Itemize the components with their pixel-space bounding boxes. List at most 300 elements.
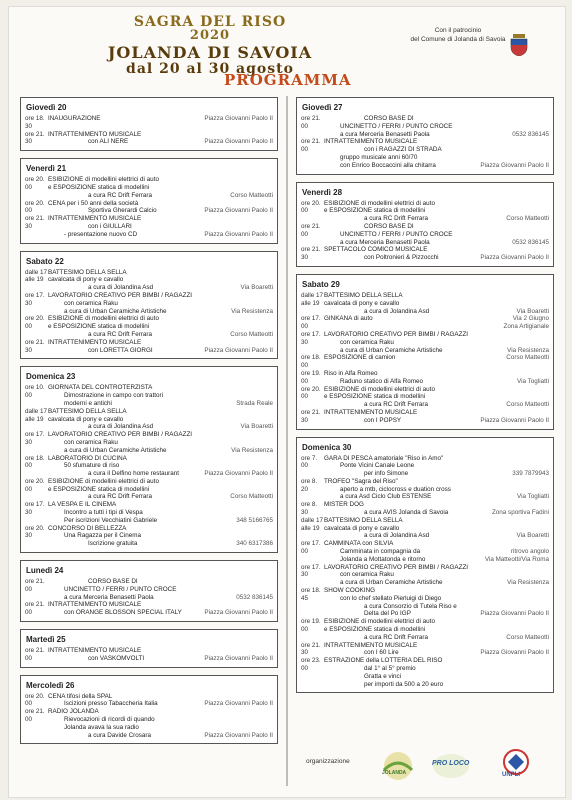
event-line [324, 292, 549, 300]
event-line [324, 417, 549, 425]
event-line [324, 665, 549, 673]
event-line [324, 223, 549, 231]
event-row [301, 657, 549, 688]
right-column [296, 97, 554, 700]
event-body [324, 409, 549, 425]
event-line [48, 176, 273, 184]
event-line [324, 300, 549, 308]
event-time: ore 20. 00 [25, 315, 45, 331]
event-line [48, 486, 273, 494]
event-text: INTRATTENIMENTO MUSICALE [324, 408, 418, 416]
event-line [324, 517, 549, 525]
event-line [48, 586, 273, 594]
event-text: GARA DI PESCA amatoriale "Riso in Amo" [324, 454, 444, 462]
unpli-logo-icon [496, 746, 536, 788]
event-body [324, 200, 549, 223]
event-text: e ESPOSIZIONE statica di modellini [324, 626, 426, 634]
event-line [324, 393, 549, 401]
day-title: Lunedì 24 [26, 566, 64, 576]
event-line [324, 331, 549, 339]
event-place: 0532 836145 [512, 238, 549, 246]
event-time: ore 17. 30 [301, 330, 321, 346]
event-text: per importi da 500 a 20 euro [364, 680, 444, 688]
event-row [301, 587, 549, 618]
event-body [324, 331, 549, 354]
event-place: Corso Matteotti [230, 330, 273, 338]
event-line [324, 595, 549, 603]
event-row [25, 131, 273, 147]
event-line [48, 700, 273, 708]
event-time: ore 20. 00 [301, 385, 321, 401]
event-line [324, 200, 549, 208]
event-line [48, 339, 273, 347]
jolanda-logo-icon [376, 748, 420, 788]
event-row [25, 647, 273, 663]
event-place: Via 2 Giugno [512, 315, 549, 323]
event-text: a cura Merceria Benasetti Paola [64, 593, 154, 601]
event-time: ore 17. 00 [301, 315, 321, 331]
event-time: ore 20. 30 [25, 524, 45, 540]
event-text: INAUGURAZIONE [48, 115, 101, 122]
event-time: alle 19 [25, 415, 44, 423]
event-line [324, 386, 549, 394]
event-text: a cura di Urban Ceramiche Artistiche [64, 446, 167, 454]
event-body [48, 416, 273, 432]
event-time: ore 20. 00 [25, 477, 45, 493]
event-line [48, 408, 273, 416]
event-line [324, 131, 549, 139]
event-line [48, 647, 273, 655]
event-place: Piazza Giovanni Paolo II [204, 700, 273, 708]
event-place: Piazza Giovanni Paolo II [204, 207, 273, 215]
event-place: Via Matteotti/Via Roma [484, 555, 549, 563]
event-text: cavalcata di pony e cavallo [48, 415, 124, 423]
event-text: e ESPOSIZIONE statica di modellini [48, 183, 150, 191]
header [0, 0, 572, 92]
event-line [324, 378, 549, 386]
event-place: Via Resistenza [507, 346, 549, 354]
event-text: INTRATTENIMENTO MUSICALE [48, 601, 142, 609]
event-time: ore 19. 00 [301, 618, 321, 634]
event-text: a cura Merceria Benasetti Paola [340, 238, 430, 246]
event-line [48, 400, 273, 408]
event-row [301, 618, 549, 641]
event-row [301, 300, 549, 316]
event-text: ESIBIZIONE di modellini elettrici di auto [324, 199, 435, 207]
event-time: ore 21. 30 [25, 130, 45, 146]
event-place: Piazza Giovanni Paolo II [204, 731, 273, 739]
day-title: Venerdì 21 [26, 164, 67, 174]
event-place: Piazza Giovanni Paolo II [204, 609, 273, 617]
event-text: CENA tifosi della SPAL [48, 692, 113, 700]
event-body [324, 138, 549, 169]
jolanda-logo-text: JOLANDA [382, 770, 407, 776]
event-text: INTRATTENIMENTO MUSICALE [48, 130, 142, 138]
event-text: a cura RC Drift Ferrara [364, 401, 429, 409]
event-line [324, 681, 549, 689]
event-text: a cura di Urban Ceramiche Artistiche [340, 579, 443, 587]
event-row [301, 246, 549, 262]
event-line [48, 284, 273, 292]
event-row [25, 601, 273, 617]
programma-title: PROGRAMMA [224, 71, 352, 89]
event-line [48, 315, 273, 323]
event-body [324, 246, 549, 262]
event-place: Corso Matteotti [506, 354, 549, 362]
event-line [48, 192, 273, 200]
event-row [301, 138, 549, 169]
event-text: Una Ragazza per il Cinema [64, 532, 141, 540]
day-title: Sabato 22 [26, 256, 64, 266]
event-time: dalle 17 [301, 516, 324, 524]
event-time: ore 21. 00 [25, 578, 45, 593]
event-text: Jolanda a Mottatonda e ritorno [340, 555, 426, 563]
event-text: ESTRAZIONE della LOTTERIA DEL RISO [324, 657, 443, 665]
event-text: con LORETTA GIORGI [88, 346, 153, 354]
event-line [48, 439, 273, 447]
event-line [324, 162, 549, 170]
event-text: GIORNATA DEL CONTROTERZISTA [48, 384, 153, 392]
event-line [48, 578, 273, 586]
event-time: ore 21. 30 [25, 338, 45, 354]
event-text: 50 sfumature di riso [64, 462, 120, 470]
event-row [301, 386, 549, 409]
event-place: Via Togliatti [517, 377, 549, 385]
event-text: moderni e antichi [64, 399, 112, 407]
event-time: ore 8. 30 [301, 501, 318, 517]
event-place: Corso Matteotti [506, 215, 549, 223]
event-time: dalle 17 [25, 407, 48, 415]
event-text: TROFEO "Sagra del Riso" [324, 477, 398, 485]
event-text: MISTER DOG [324, 501, 364, 509]
event-text: BATTESIMO DELLA SELLA [48, 268, 127, 276]
event-text: - presentazione nuovo CD [64, 230, 138, 238]
event-text: cavalcata di pony e cavallo [324, 524, 400, 532]
event-place: 0532 836145 [512, 130, 549, 138]
event-text: Gratta e vinci [364, 672, 402, 680]
event-text: Riso in Alfa Romeo [324, 369, 378, 377]
event-text: INTRATTENIMENTO MUSICALE [48, 215, 142, 223]
event-text: LAVORATORIO CREATIVO PER BIMBI / RAGAZZI [324, 563, 469, 571]
event-line [324, 509, 549, 517]
event-place: Piazza Giovanni Paolo II [204, 138, 273, 146]
event-text: con ceramica Raku [64, 438, 118, 446]
event-row [25, 315, 273, 338]
event-line [324, 540, 549, 548]
event-line [324, 339, 549, 347]
event-line [324, 556, 549, 564]
event-body [48, 200, 273, 216]
event-time: ore 21. 00 [25, 708, 45, 724]
event-place: Corso Matteotti [506, 633, 549, 641]
event-time: dalle 17 [301, 291, 324, 299]
unpli-logo-text: UNPLI [502, 772, 520, 778]
event-line [324, 470, 549, 478]
title-town: JOLANDA DI SAVOIA [107, 43, 313, 62]
event-time: ore 21. 00 [301, 222, 321, 238]
event-text: con lo chef stellato Pierluigi di Diego [340, 594, 442, 602]
event-body [48, 708, 273, 739]
event-place: Via Resistenza [231, 307, 273, 315]
event-line [48, 331, 273, 339]
event-body [48, 315, 273, 338]
event-text: con VASKOMVOLTI [88, 654, 145, 662]
day-box [296, 274, 554, 430]
event-line [48, 276, 273, 284]
event-line [324, 579, 549, 587]
event-line [324, 626, 549, 634]
event-row [25, 693, 273, 709]
event-line [48, 131, 273, 139]
event-text: a cura RC Drift Ferrara [88, 330, 153, 338]
event-line [324, 493, 549, 501]
event-line [324, 478, 549, 486]
event-line [324, 409, 549, 417]
event-line [48, 540, 273, 548]
event-body [324, 223, 549, 246]
event-text: con i RAGAZZI DI STRADA [364, 146, 442, 154]
event-line [48, 392, 273, 400]
event-row [301, 478, 549, 501]
event-place: Piazza Giovanni Paolo II [204, 470, 273, 478]
event-text: a cura di Urban Ceramiche Artistiche [340, 346, 443, 354]
event-line [324, 455, 549, 463]
event-line [324, 254, 549, 262]
event-text: RADIO JOLANDA [48, 708, 99, 716]
event-text: con ceramica Raku [64, 299, 118, 307]
event-text: BATTESIMO DELLA SELLA [48, 407, 127, 415]
event-text: LA VESPA E IL CINEMA [48, 501, 117, 509]
event-place: Zona sportiva Fadini [491, 509, 549, 517]
event-line [48, 323, 273, 331]
day-title: Giovedì 20 [26, 103, 67, 112]
event-text: e ESPOSIZIONE statica di modellini [324, 207, 426, 215]
event-body [48, 384, 273, 407]
event-body [48, 115, 273, 131]
day-box [296, 182, 554, 267]
event-time: ore 17. 30 [25, 431, 45, 446]
event-time: ore 18. 00 [25, 454, 45, 470]
event-time: ore 17. 30 [301, 563, 321, 579]
day-box [20, 97, 278, 151]
event-body [48, 501, 273, 524]
event-text: INTRATTENIMENTO MUSICALE [48, 647, 142, 655]
event-row [301, 354, 549, 370]
event-place: 348 5166765 [236, 516, 273, 524]
event-line [48, 215, 273, 223]
event-body [48, 478, 273, 501]
event-time: ore 10. 00 [25, 384, 45, 400]
event-text: con Enrico Boccaccini alla chitarra [340, 161, 436, 169]
event-line [48, 184, 273, 192]
event-line [324, 486, 549, 494]
event-line [48, 724, 273, 732]
event-time: ore 18. 30 [25, 115, 45, 130]
event-time: ore 17. 30 [25, 501, 45, 517]
event-text: Per iscrizioni Vecchiatini Gabriele [64, 516, 158, 524]
day-title: Venerdì 28 [302, 187, 343, 197]
event-time: ore 21. 30 [301, 408, 321, 424]
day-box [20, 560, 278, 622]
event-time: ore 18. 45 [301, 587, 321, 602]
event-time: ore 21. 30 [25, 215, 45, 230]
event-body [48, 578, 273, 601]
event-body [48, 408, 273, 416]
event-body [324, 386, 549, 409]
event-line [48, 423, 273, 431]
event-row [25, 478, 273, 501]
event-row [25, 501, 273, 524]
event-text: aperto a mtb, ciclocross e duation cross [340, 485, 451, 493]
event-text: per info Simone [364, 470, 409, 478]
event-text: a cura RC Drift Ferrara [364, 215, 429, 223]
event-body [324, 657, 549, 688]
event-line [48, 509, 273, 517]
event-line [324, 315, 549, 323]
event-row [301, 642, 549, 658]
title-line1: SAGRA DEL RISO [133, 14, 287, 30]
event-place: Piazza Giovanni Paolo II [480, 161, 549, 169]
event-text: Sportiva Gherardi Calcio [88, 207, 157, 215]
event-text: Ponte Vicini Canale Leone [340, 462, 415, 470]
event-place: 0532 836145 [236, 593, 273, 601]
event-line [48, 300, 273, 308]
event-line [324, 618, 549, 626]
event-line [48, 609, 273, 617]
patrocinio-line1: Con il patrocinio [434, 27, 482, 34]
event-text: BATTESIMO DELLA SELLA [324, 516, 403, 524]
event-time: ore 21. 00 [301, 138, 321, 154]
event-line [324, 401, 549, 409]
event-row [25, 431, 273, 454]
event-body [48, 339, 273, 355]
event-text: INTRATTENIMENTO MUSICALE [324, 138, 418, 146]
event-line [48, 292, 273, 300]
event-line [324, 207, 549, 215]
event-line [48, 223, 273, 231]
event-text: a cura il Delfino home restaurant [88, 470, 180, 478]
event-text: con ceramica Raku [340, 571, 394, 579]
event-row [25, 384, 273, 407]
event-row [301, 331, 549, 354]
event-body [48, 455, 273, 478]
event-body [324, 300, 549, 316]
event-text: dal 1° al 5° premio [364, 665, 416, 673]
event-text: CAMMINATA con SILVIA [324, 540, 394, 548]
event-text: con ceramica Raku [340, 338, 394, 346]
event-text: e ESPOSIZIONE statica di modellini [48, 323, 150, 331]
event-text: Dimostrazione in campo con trattori [64, 392, 164, 400]
day-box [296, 437, 554, 694]
event-text: con i GIULLARI [88, 222, 132, 230]
event-line [324, 634, 549, 642]
event-place: Strada Reale [236, 399, 273, 407]
event-text: Iscrizione gratuita [88, 540, 138, 548]
event-body [48, 431, 273, 454]
event-body [324, 525, 549, 541]
event-body [324, 517, 549, 525]
event-body [48, 525, 273, 548]
event-time: ore 20. 00 [25, 692, 45, 708]
event-time: ore 20. 00 [301, 199, 321, 215]
title-dates: dal 20 al 30 agosto [126, 61, 294, 77]
event-line [324, 154, 549, 162]
day-title: Sabato 29 [302, 279, 340, 289]
event-line [324, 657, 549, 665]
event-line [48, 493, 273, 501]
event-line [324, 231, 549, 239]
event-line [48, 462, 273, 470]
event-body [48, 647, 273, 663]
event-line [324, 532, 549, 540]
event-line [48, 655, 273, 663]
event-row [301, 455, 549, 478]
event-row [301, 292, 549, 300]
event-line [324, 548, 549, 556]
event-text: ESIBIZIONE di modellini elettrici di auto [48, 176, 159, 184]
event-line [48, 269, 273, 277]
event-line [324, 239, 549, 247]
event-line [324, 323, 549, 331]
event-time: ore 21. 00 [301, 115, 321, 130]
event-row [301, 525, 549, 541]
event-text: a cura AVIS Jolanda di Savoia [364, 509, 449, 517]
event-time: ore 19. 00 [301, 369, 321, 385]
event-text: cavalcata di pony e cavallo [48, 276, 124, 284]
event-text: UNCINETTO / FERRI / PUNTO CROCE [64, 585, 177, 593]
event-line [48, 447, 273, 455]
event-place: Piazza Giovanni Paolo II [480, 649, 549, 657]
event-text: ESIBIZIONE di modellini elettrici di auto [324, 618, 435, 626]
event-body [324, 618, 549, 641]
event-text: UNCINETTO / FERRI / PUNTO CROCE [340, 122, 453, 130]
event-text: LAVORATORIO CREATIVO PER BIMBI / RAGAZZI [324, 330, 469, 338]
event-line [324, 603, 549, 611]
event-row [301, 200, 549, 223]
event-line [324, 673, 549, 681]
event-line [48, 716, 273, 724]
event-line [48, 138, 273, 146]
event-line [48, 470, 273, 478]
event-text: Delta del Po IGP [364, 610, 411, 618]
event-line [48, 308, 273, 316]
event-row [301, 501, 549, 517]
event-row [25, 115, 273, 131]
event-body [324, 587, 549, 618]
event-time: ore 21. 00 [25, 601, 45, 617]
event-line [324, 501, 549, 509]
event-text: con I 60 Lire [364, 649, 399, 657]
day-title: Mercoledì 26 [26, 680, 75, 690]
event-text: a cura di Urban Ceramiche Artistiche [64, 307, 167, 315]
event-text: con Poltronieri & Pizzocchi [364, 254, 439, 262]
event-body [48, 131, 273, 147]
event-text: ESPOSIZIONE di camion [324, 354, 396, 362]
event-line [48, 478, 273, 486]
event-place: Via Boaretti [516, 532, 549, 540]
event-text: LAVORATORIO CREATIVO PER BIMBI / RAGAZZI [48, 291, 193, 299]
event-row [25, 708, 273, 739]
event-row [25, 215, 273, 238]
event-text: UNCINETTO / FERRI / PUNTO CROCE [340, 230, 453, 238]
event-row [25, 339, 273, 355]
event-row [301, 223, 549, 246]
event-body [324, 642, 549, 658]
event-row [25, 200, 273, 216]
event-line [48, 732, 273, 740]
event-line [48, 431, 273, 439]
event-text: e ESPOSIZIONE statica di modellini [324, 393, 426, 401]
